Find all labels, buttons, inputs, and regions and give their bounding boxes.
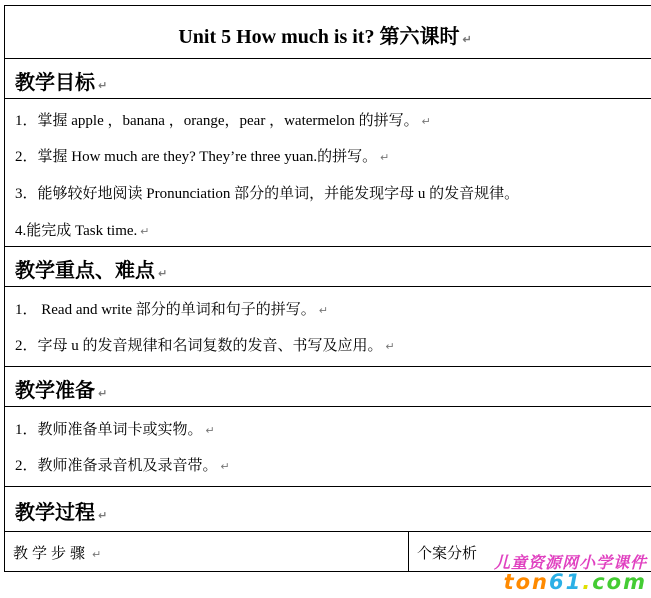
paragraph-mark-icon: ↵ xyxy=(158,267,168,280)
key-point-line-1 xyxy=(15,298,328,319)
key-point-text-2: 2．字母 u 的发音规律和名词复数的发音、书写及应用。 xyxy=(15,338,383,354)
objective-line-3 xyxy=(15,182,519,203)
watermark-part-1: ton xyxy=(503,570,550,594)
objectives-body xyxy=(5,99,651,247)
lesson-plan-table xyxy=(4,5,651,572)
note-label: 个案分析 xyxy=(417,544,478,562)
step-label-text: 教学步骤 xyxy=(13,544,90,562)
objective-line-2 xyxy=(15,145,389,166)
process-heading-text: 教学过程 xyxy=(15,500,95,524)
preparation-line-1 xyxy=(15,418,215,439)
paragraph-mark-icon: ↵ xyxy=(92,548,106,561)
paragraph-mark-icon: ↵ xyxy=(462,34,472,46)
title-row xyxy=(5,6,651,59)
key-points-heading-row xyxy=(5,247,651,287)
objective-text-2: 2．掌握 How much are they? They’re three yuan.的拼写。 xyxy=(15,149,378,165)
key-point-text-1: 1． Read and write 部分的单词和句子的拼写。 xyxy=(15,302,316,318)
preparation-body xyxy=(5,407,651,487)
objectives-heading-row xyxy=(5,59,651,99)
paragraph-mark-icon: ↵ xyxy=(205,425,215,437)
preparation-line-2 xyxy=(15,454,230,475)
objective-line-4 xyxy=(15,219,150,240)
preparation-text-2: 2．教师准备录音机及录音带。 xyxy=(15,458,218,474)
key-points-heading xyxy=(15,254,167,283)
paragraph-mark-icon: ↵ xyxy=(421,116,431,128)
paragraph-mark-icon: ↵ xyxy=(385,341,395,353)
watermark-part-3: . xyxy=(582,570,593,594)
preparation-heading-row xyxy=(5,367,651,407)
objectives-heading-text: 教学目标 xyxy=(15,70,95,94)
paragraph-mark-icon: ↵ xyxy=(380,152,390,164)
preparation-heading-text: 教学准备 xyxy=(15,378,95,402)
watermark-top-text: 儿童资源网小学课件 xyxy=(493,553,647,572)
objective-text-4: 4.能完成 Task time. xyxy=(15,223,138,239)
paragraph-mark-icon: ↵ xyxy=(318,305,329,317)
objective-line-1 xyxy=(15,109,431,130)
title-text: Unit 5 How much is it? 第六课时 xyxy=(178,26,460,48)
paragraph-mark-icon: ↵ xyxy=(220,461,230,473)
process-heading xyxy=(15,496,107,525)
page-title xyxy=(5,20,651,49)
watermark-logo xyxy=(504,570,647,594)
site-watermark xyxy=(447,550,647,596)
watermark-part-2: 61 xyxy=(549,570,583,594)
paragraph-mark-icon: ↵ xyxy=(140,226,150,238)
step-column-header xyxy=(5,532,409,571)
paragraph-mark-icon: ↵ xyxy=(98,387,108,400)
preparation-text-1: 1．教师准备单词卡或实物。 xyxy=(15,422,203,438)
process-heading-row xyxy=(5,487,651,532)
objective-text-3: 3．能够较好地阅读 Pronunciation 部分的单词，并能发现字母 u 的发音规律。 xyxy=(15,186,520,202)
paragraph-mark-icon: ↵ xyxy=(98,509,108,522)
watermark-part-4: com xyxy=(592,570,647,594)
objective-text-1: 1．掌握 apple ，banana ，orange，pear ，watermelon 的拼写。 xyxy=(15,113,419,129)
key-points-body xyxy=(5,287,651,367)
key-point-line-2 xyxy=(15,334,395,355)
paragraph-mark-icon: ↵ xyxy=(98,79,108,92)
preparation-heading xyxy=(15,374,107,403)
key-points-heading-text: 教学重点、难点 xyxy=(15,258,155,282)
objectives-heading xyxy=(15,66,107,95)
step-label xyxy=(13,542,105,563)
